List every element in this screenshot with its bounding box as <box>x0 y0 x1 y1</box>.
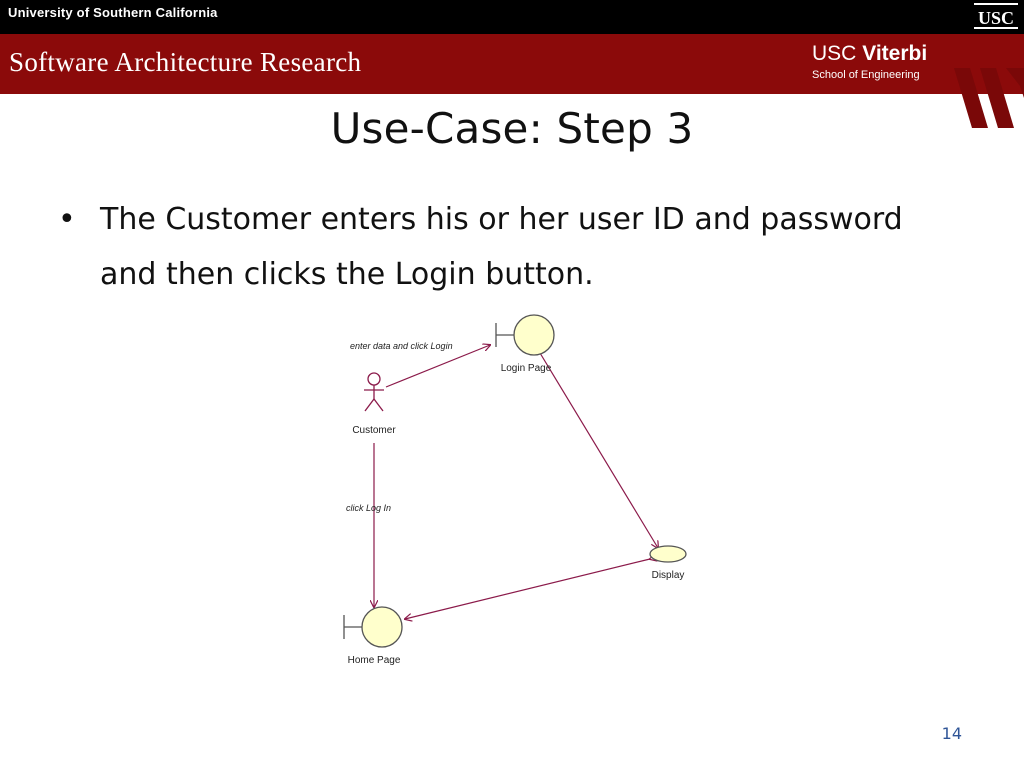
login-page-boundary-icon <box>496 315 554 355</box>
usc-logo: USC <box>974 3 1018 29</box>
header-bar <box>0 34 1024 94</box>
display-ellipse-icon <box>650 546 686 562</box>
viterbi-bold: Viterbi <box>862 42 928 65</box>
message-enter-data: enter data and click Login <box>350 341 453 351</box>
collaboration-diagram <box>330 305 710 680</box>
customer-actor-icon <box>364 373 384 411</box>
link-display-home <box>405 559 650 619</box>
top-banner <box>0 0 1024 34</box>
viterbi-logo <box>812 43 927 82</box>
link-customer-login <box>386 345 490 387</box>
university-name: University of Southern California <box>8 5 218 20</box>
display-label: Display <box>651 570 685 581</box>
page-number: 14 <box>941 724 962 743</box>
viterbi-prefix: USC <box>812 42 863 65</box>
link-login-display <box>540 353 658 548</box>
school-subtitle: School of Engineering <box>812 69 920 81</box>
bullet-dot: • <box>58 202 76 237</box>
home-page-label: Home Page <box>347 655 401 666</box>
message-click-login: click Log In <box>346 503 392 513</box>
customer-label: Customer <box>352 425 396 436</box>
slide-title: Use-Case: Step 3 <box>330 104 694 153</box>
login-page-label: Login Page <box>500 363 552 374</box>
bullet-text: The Customer enters his or her user ID and password and then clicks the Login button. <box>100 202 903 292</box>
home-page-boundary-icon <box>344 607 402 647</box>
group-name: Software Architecture Research <box>9 47 362 77</box>
